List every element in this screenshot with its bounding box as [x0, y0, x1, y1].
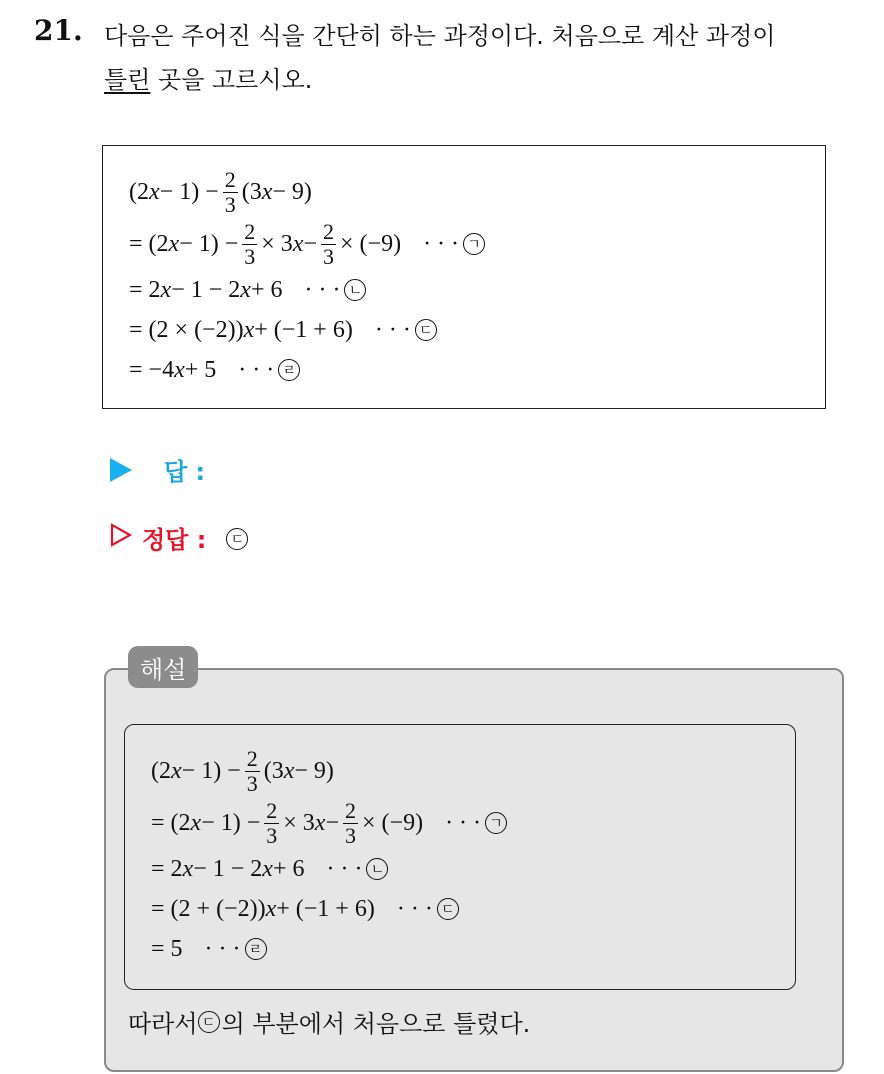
answer-row	[110, 452, 205, 487]
expr-part: − 1) −	[201, 809, 261, 836]
fraction	[223, 168, 238, 217]
filled-triangle-icon	[110, 458, 132, 482]
expr-part: − 1) −	[179, 230, 239, 257]
expr-part: (2	[129, 178, 149, 205]
expr-part: −	[303, 230, 317, 257]
expr-part: = 2	[129, 276, 161, 303]
answer-label: 답 :	[164, 458, 206, 486]
variable: x	[261, 178, 273, 205]
problem-box	[102, 145, 826, 409]
ellipsis: · · ·	[396, 895, 433, 922]
expr-part: + (−1 + 6)	[276, 895, 375, 922]
fraction-denominator: 3	[345, 822, 356, 848]
fraction-numerator: 2	[224, 166, 236, 192]
ellipsis: · · ·	[238, 356, 275, 383]
variable: x	[160, 276, 172, 303]
variable: x	[243, 316, 255, 343]
expr-part: + 5	[184, 356, 217, 383]
problem-step-3	[129, 310, 485, 350]
variable: x	[262, 855, 273, 882]
question-underlined-word: 틀린	[104, 66, 151, 94]
step-marker-rieul: ㄹ	[278, 359, 300, 381]
explanation-conclusion	[128, 1004, 530, 1039]
explanation-work-box	[124, 724, 796, 990]
expr-part: × (−9)	[362, 809, 424, 836]
correct-answer-row	[110, 520, 248, 555]
expr-part: = (2	[129, 230, 169, 257]
expr-part: = (2	[151, 809, 191, 836]
explanation-step-0	[151, 745, 507, 797]
problem-step-0	[129, 166, 485, 218]
explanation-step-2	[151, 849, 507, 889]
expr-part: − 1 − 2	[193, 855, 263, 882]
step-marker-giyeok: ㄱ	[463, 233, 485, 255]
step-marker-nieun: ㄴ	[366, 858, 388, 880]
expr-part: × 3	[261, 230, 293, 257]
ellipsis: · · ·	[304, 276, 341, 303]
variable: x	[283, 757, 295, 784]
expr-part: − 1) −	[159, 178, 219, 205]
variable: x	[265, 895, 277, 922]
fraction-numerator: 2	[345, 797, 356, 823]
expr-part: −	[325, 809, 339, 836]
expr-part: × 3	[283, 809, 315, 836]
expr-part: (2	[151, 757, 171, 784]
variable: x	[240, 276, 251, 303]
question-line1: 다음은 주어진 식을 간단히 하는 과정이다. 처음으로 계산 과정이	[104, 22, 776, 50]
fraction	[321, 220, 336, 269]
expr-part: + 6	[272, 855, 305, 882]
expr-part: − 9)	[294, 757, 334, 784]
expr-part: − 9)	[272, 178, 312, 205]
expr-part: = 2	[151, 855, 183, 882]
fraction-numerator: 2	[246, 745, 258, 771]
variable: x	[174, 356, 185, 383]
expr-part: − 1) −	[181, 757, 241, 784]
expr-part: (3	[241, 178, 262, 205]
explanation-step-3	[151, 889, 507, 929]
fraction-denominator: 3	[323, 243, 334, 269]
question-text	[104, 14, 874, 102]
fraction-numerator: 2	[323, 218, 334, 244]
variable: x	[149, 178, 160, 205]
variable: x	[190, 809, 202, 836]
variable: x	[182, 855, 194, 882]
step-marker-nieun: ㄴ	[344, 279, 366, 301]
expr-part: (3	[263, 757, 284, 784]
fraction-denominator: 3	[224, 191, 236, 217]
fraction-denominator: 3	[244, 243, 256, 269]
expr-part: × (−9)	[340, 230, 402, 257]
problem-work	[129, 166, 485, 390]
fraction	[343, 799, 358, 848]
problem-step-2	[129, 270, 485, 310]
expr-part: = 5	[151, 935, 183, 962]
explanation-step-4	[151, 929, 507, 969]
problem-step-4	[129, 350, 485, 390]
step-marker-giyeok: ㄱ	[485, 812, 507, 834]
expr-part: + (−1 + 6)	[254, 316, 353, 343]
explanation-step-1	[151, 797, 507, 849]
expr-part: + 6	[250, 276, 283, 303]
ellipsis: · · ·	[204, 935, 241, 962]
ellipsis: · · ·	[374, 316, 411, 343]
ellipsis: · · ·	[445, 809, 482, 836]
variable: x	[292, 230, 304, 257]
expr-part: = (2 × (−2))	[129, 316, 244, 343]
explanation-tab: 해설	[128, 646, 198, 688]
expr-part: = (2 + (−2))	[151, 895, 266, 922]
fraction-denominator: 3	[246, 770, 258, 796]
question-number: 21.	[34, 14, 83, 47]
ellipsis: · · ·	[326, 855, 363, 882]
fraction	[245, 747, 260, 796]
conclusion-marker: ㄷ	[198, 1011, 220, 1033]
explanation-work	[151, 745, 507, 969]
question-line2: 곳을 고르시오.	[150, 66, 313, 94]
expr-part: = −4	[129, 356, 175, 383]
variable: x	[171, 757, 182, 784]
fraction-numerator: 2	[266, 797, 278, 823]
problem-step-1	[129, 218, 485, 270]
ellipsis: · · ·	[423, 230, 460, 257]
variable: x	[168, 230, 180, 257]
conclusion-prefix: 따라서	[128, 1010, 198, 1038]
correct-answer-marker: ㄷ	[226, 528, 248, 550]
expr-part: − 1 − 2	[171, 276, 241, 303]
conclusion-suffix: 의 부분에서 처음으로 틀렸다.	[221, 1010, 531, 1038]
step-marker-digeut: ㄷ	[415, 319, 437, 341]
step-marker-digeut: ㄷ	[437, 898, 459, 920]
fraction	[264, 799, 279, 848]
fraction-denominator: 3	[266, 822, 278, 848]
step-marker-rieul: ㄹ	[245, 938, 267, 960]
fraction	[242, 220, 257, 269]
correct-answer-label: 정답 :	[142, 526, 207, 554]
fraction-numerator: 2	[244, 218, 256, 244]
outline-triangle-icon	[110, 523, 132, 553]
variable: x	[314, 809, 326, 836]
